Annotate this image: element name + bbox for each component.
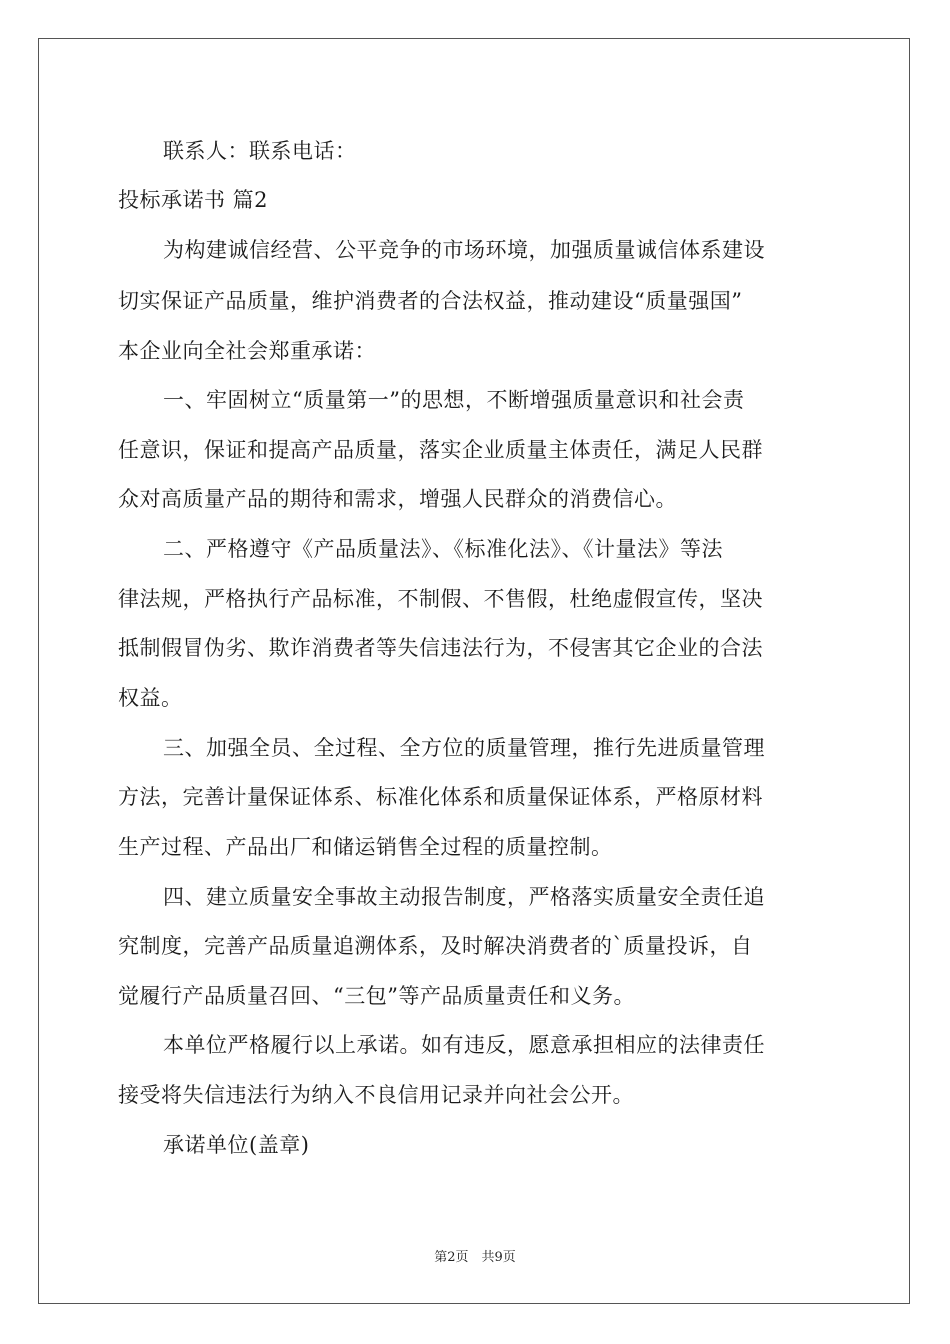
paragraph-line: 觉履行产品质量召回、“三包”等产品质量责任和义务。 [118,984,635,1008]
paragraph-line: 方法，完善计量保证体系、标准化体系和质量保证体系，严格原材料 [118,785,763,809]
paragraph-line: 生产过程、产品出厂和储运销售全过程的质量控制。 [118,835,613,859]
paragraph-line: 接受将失信违法行为纳入不良信用记录并向社会公开。 [118,1083,634,1107]
paragraph-line: 四、建立质量安全事故主动报告制度，严格落实质量安全责任追 [163,885,765,909]
paragraph-line: 本企业向全社会郑重承诺： [118,339,376,363]
signature-line: 承诺单位(盖章) [163,1133,310,1157]
paragraph-line: 本单位严格履行以上承诺。如有违反，愿意承担相应的法律责任 [163,1033,765,1057]
page-number: 第2页 共9页 [434,1250,516,1265]
paragraph-line: 切实保证产品质量，维护消费者的合法权益，推动建设“质量强国” [118,289,743,313]
paragraph-line: 一、牢固树立“质量第一”的思想，不断增强质量意识和社会责 [163,388,745,412]
contact-line: 联系人：联系电话： [163,139,357,163]
paragraph-line: 权益。 [118,686,183,710]
paragraph-line: 三、加强全员、全过程、全方位的质量管理，推行先进质量管理 [163,736,765,760]
paragraph-line: 任意识，保证和提高产品质量，落实企业质量主体责任，满足人民群 [118,438,763,462]
paragraph-line: 律法规，严格执行产品标准，不制假、不售假，杜绝虚假宣传，坚决 [118,587,763,611]
paragraph-line: 抵制假冒伪劣、欺诈消费者等失信违法行为，不侵害其它企业的合法 [118,636,763,660]
paragraph-line: 为构建诚信经营、公平竞争的市场环境，加强质量诚信体系建设 [163,238,765,262]
paragraph-line: 究制度，完善产品质量追溯体系，及时解决消费者的`质量投诉，自 [118,934,753,958]
paragraph-line: 众对高质量产品的期待和需求，增强人民群众的消费信心。 [118,487,677,511]
section-title: 投标承诺书 篇2 [118,188,269,212]
page-border [38,38,910,1304]
paragraph-line: 二、严格遵守《产品质量法》、《标准化法》、《计量法》等法 [163,537,723,561]
